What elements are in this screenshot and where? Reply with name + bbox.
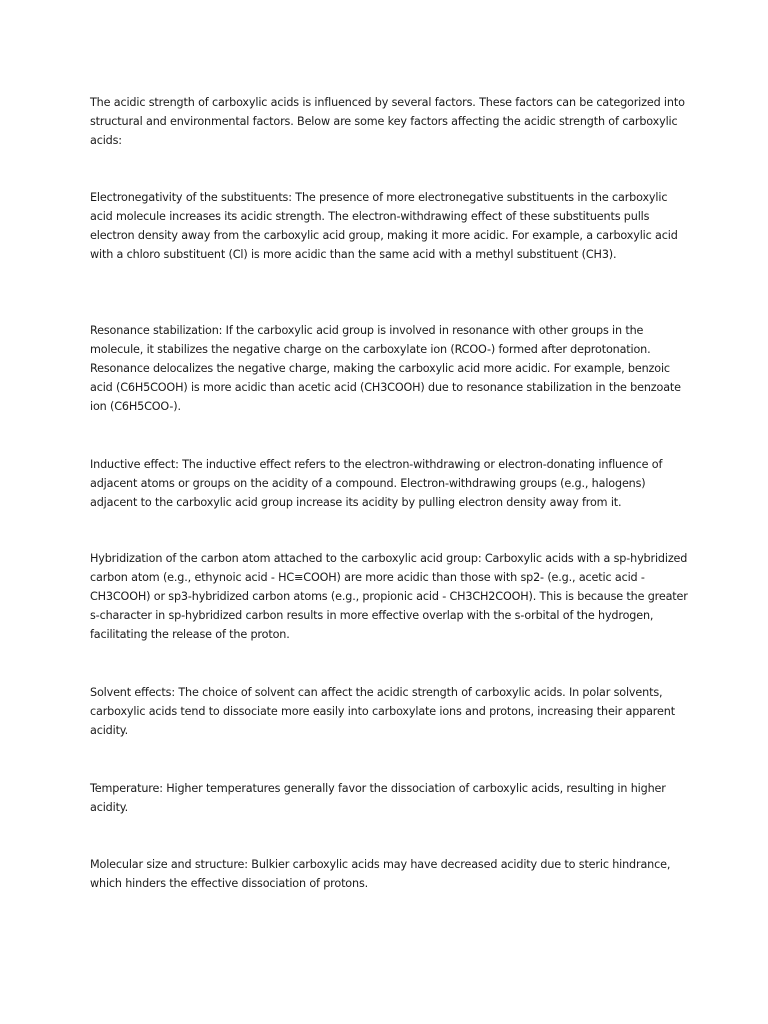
intro-paragraph: The acidic strength of carboxylic acids is influenced by several factors. These factors can be categorized into structural and environmental factors. Below are some key factors affecting the acidic strength of carboxylic acids: xyxy=(90,96,685,147)
inductive-effect-paragraph: Inductive effect: The inductive effect refers to the electron-withdrawing or electron-donating influence of adjacent atoms or groups on the acidity of a compound. Electron-withdrawing groups (e.g., halogens) adjacent to the carboxylic acid group increase its acidity by pulling electron density away from it. xyxy=(90,458,663,509)
molecular-size-paragraph: Molecular size and structure: Bulkier carboxylic acids may have decreased acidity due to steric hindrance, which hinders the effective dissociation of protons. xyxy=(90,858,671,890)
temperature-paragraph: Temperature: Higher temperatures generally favor the dissociation of carboxylic acids, resulting in higher acidity. xyxy=(90,782,666,814)
hybridization-paragraph: Hybridization of the carbon atom attached to the carboxylic acid group: Carboxylic acids with a sp-hybridized carbon atom (e.g., ethynoic acid - HC≡COOH) are more acidic than those with sp2- (e.g., acetic acid - CH3COOH) or sp3-hybridized carbon atoms (e.g., propionic acid - CH3CH2COOH). This is because the greater s-character in sp-hybridized carbon results in more effective overlap with the s-orbital of the hydrogen, facilitating the release of the proton. xyxy=(90,552,688,641)
solvent-effects-paragraph: Solvent effects: The choice of solvent can affect the acidic strength of carboxylic acids. In polar solvents, carboxylic acids tend to dissociate more easily into carboxylate ions and protons, increasing their apparent acidity. xyxy=(90,686,675,737)
resonance-paragraph: Resonance stabilization: If the carboxylic acid group is involved in resonance with other groups in the molecule, it stabilizes the negative charge on the carboxylate ion (RCOO-) formed after deprotonation. Resonance delocalizes the negative charge, making the carboxylic acid more acidic. For example, benzoic acid (C6H5COOH) is more acidic than acetic acid (CH3COOH) due to resonance stabilization in the benzoate ion (C6H5COO-). xyxy=(90,324,681,413)
electronegativity-paragraph: Electronegativity of the substituents: The presence of more electronegative substituents in the carboxylic acid molecule increases its acidic strength. The electron-withdrawing effect of these substituents pulls electron density away from the carboxylic acid group, making it more acidic. For example, a carboxylic acid with a chloro substituent (Cl) is more acidic than the same acid with a methyl substituent (CH3). xyxy=(90,191,678,261)
